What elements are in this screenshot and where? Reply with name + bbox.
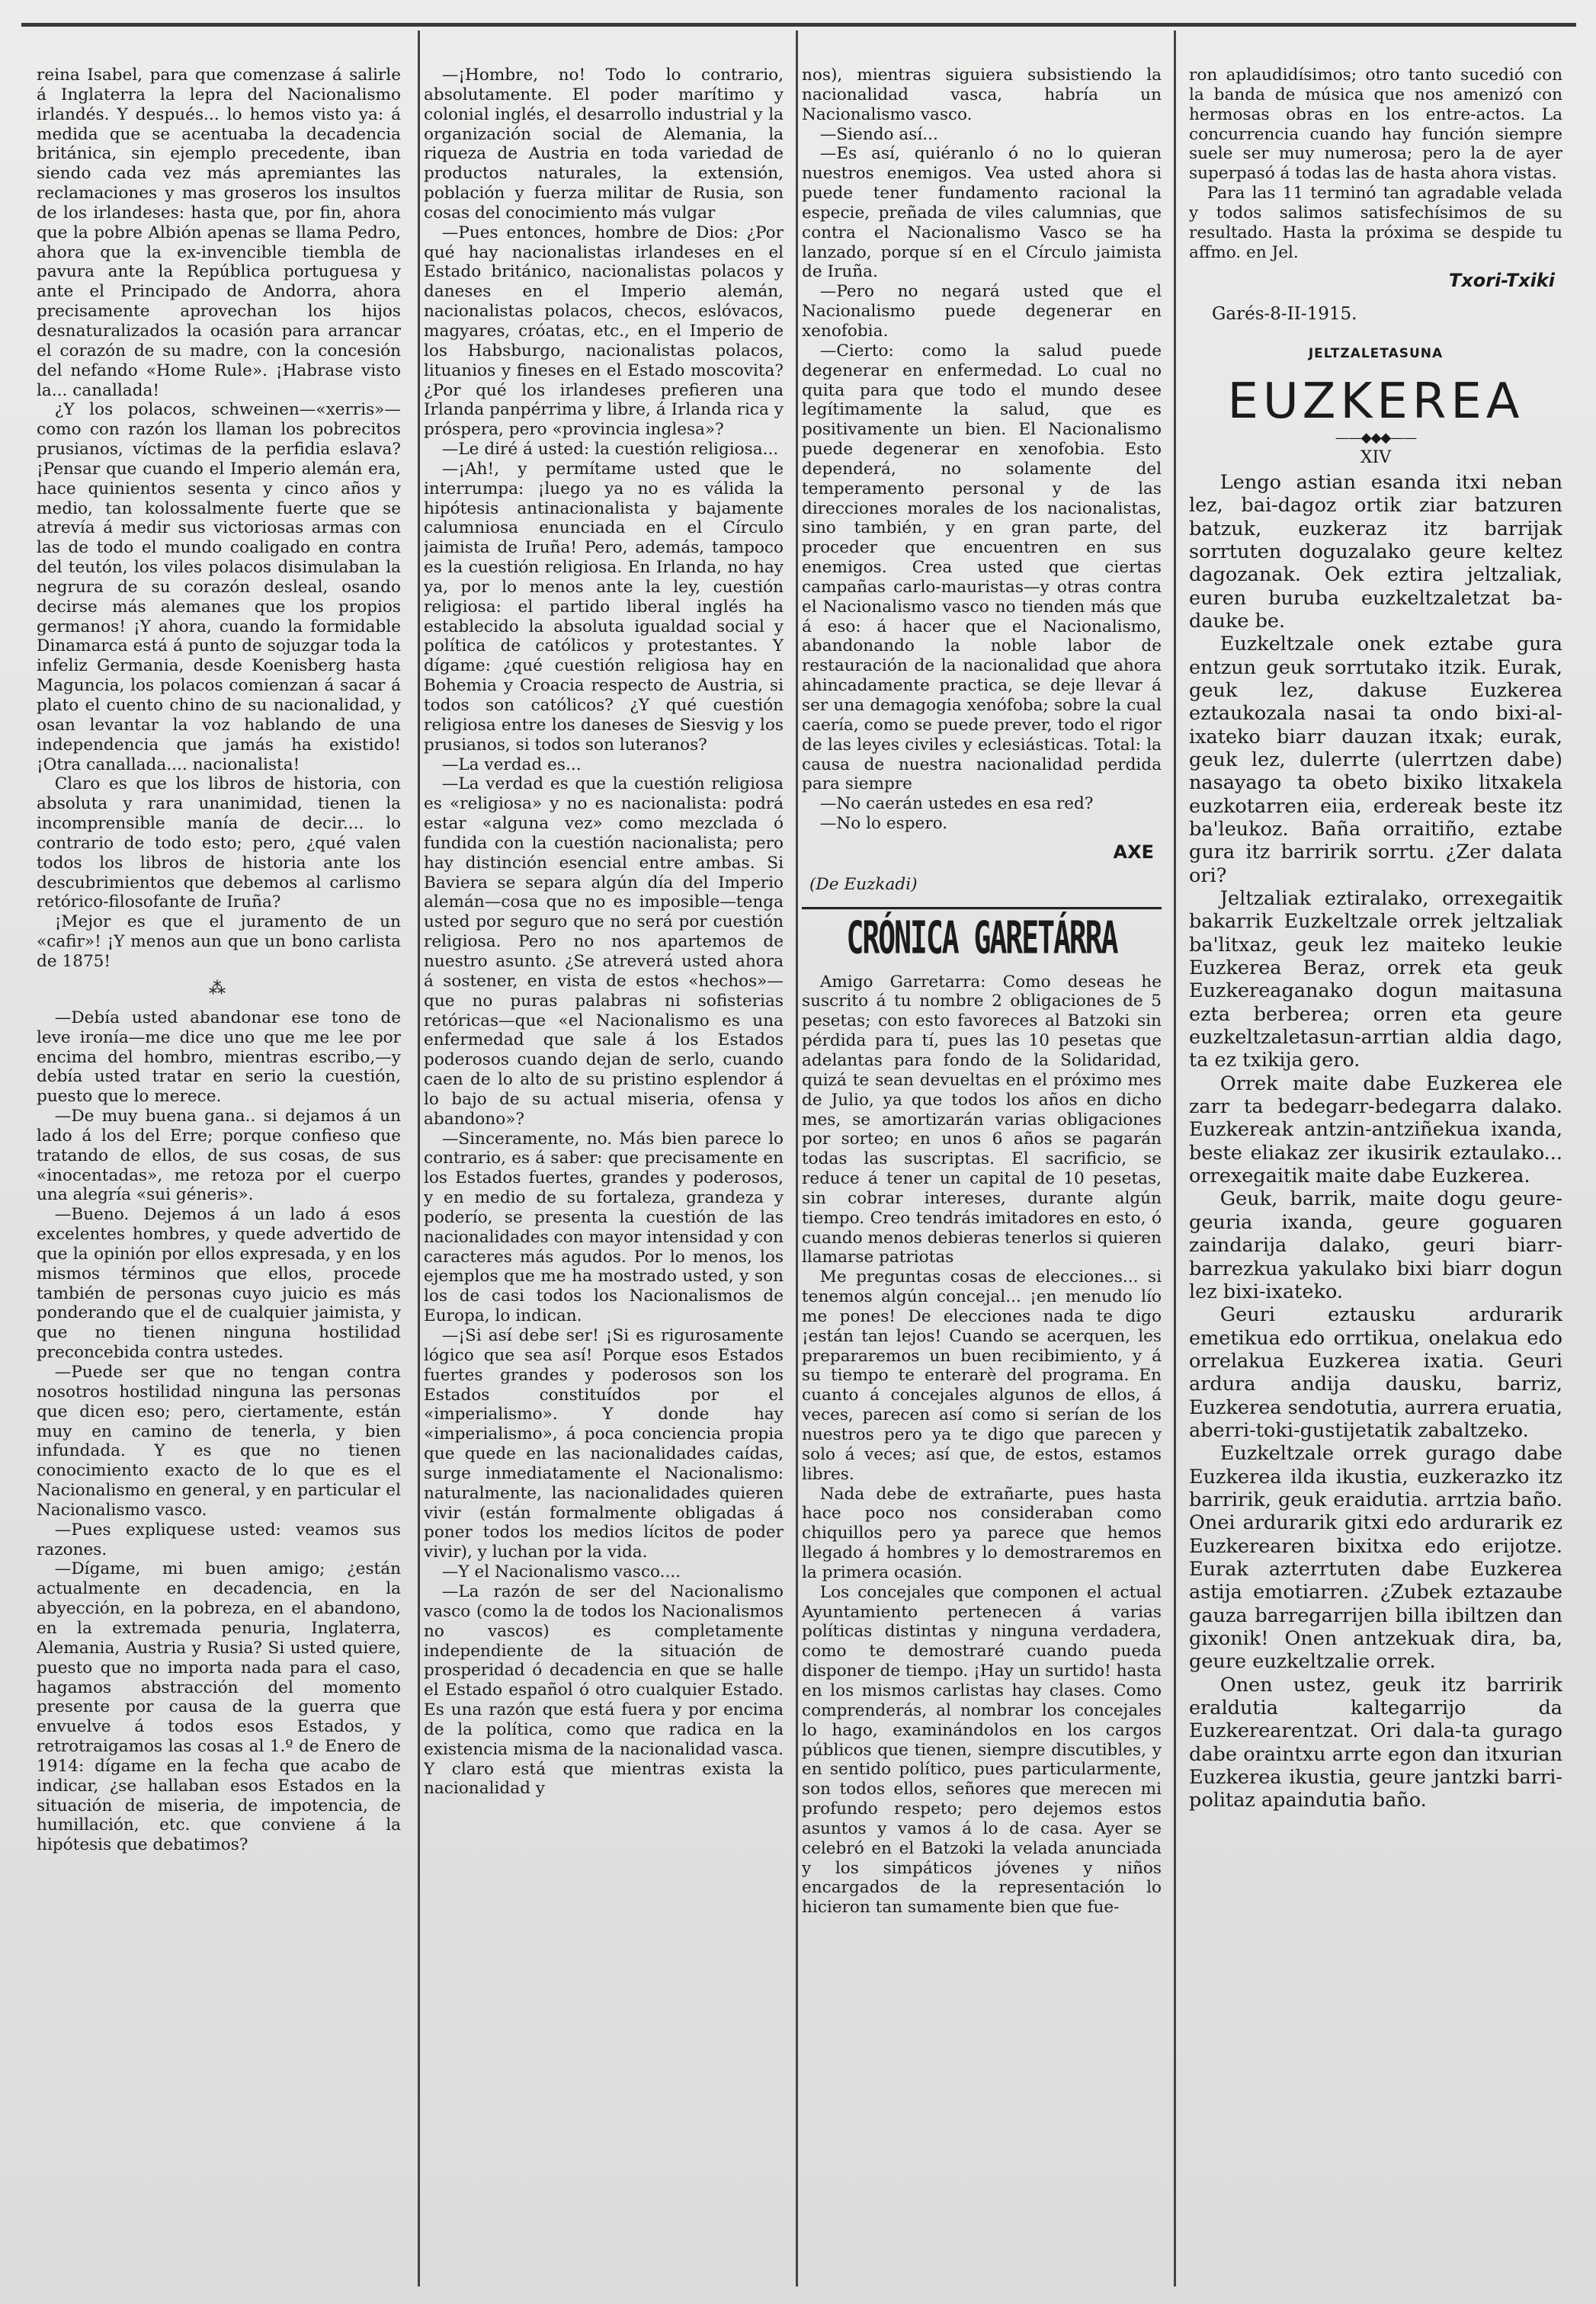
signature-axe: AXE [1113, 841, 1154, 863]
paragraph: —Siendo así... [819, 124, 938, 144]
paragraph: Para las 11 terminó tan agradable velada y todos salimos satisfechísimos de su resultado. Hasta la próxima se despide tu affmo. en Jel. [1189, 184, 1562, 262]
paragraph: —Pero no negará usted que el Nacionalismo puede degenerar en xenofobia. [802, 282, 1162, 341]
divider-ornament: ——◆◆◆—— [1335, 429, 1417, 446]
paragraph: —¡Si así debe ser! ¡Si es rigurosamente lógico que sea así! Porque esos Estados fuertes grandes y poderosos son los Estados constituídos por el «imperialismo». Y donde hay «imperialismo», á poca conciencia propia que quede en las nacionalidades caídas, surge inmediatamente el Nacionalismo: naturalmente, las nacionalidades quieren vivir (están formalmente obligadas á poner todos los medios lícitos de poder vivir), y luchan por la vida. [424, 1326, 784, 1562]
source-note: (De Euzkadi) [809, 874, 918, 894]
paragraph: ¿Y los polacos, schweinen—«xerris»—como con razón los llaman los pobrecitos prusianos, víctimas de la perfidia eslava? ¡Pensar que cuando el Imperio alemán era, hace quinientos sesenta y cinco años y medio, tan kolossalmente fuerte que se atrevía á medir sus victoriosas armas con las de todo el mundo coaligado en contra del teutón, los viles polacos disimulaban la negrura de su corazón desleal, osando decirse más alemanes que los propios germanos! ¡Y ahora, cuando la formidable Dinamarca está á punto de sojuzgar toda la infeliz Germania, desde Koenisberg hasta Maguncia, los polacos comienzan á sacar á plato el cuento chino de su nacionalidad, y osan levantar la voz hablando de una independencia que jamás ha existido! ¡Otra canallada.... nacionalista! [37, 400, 401, 774]
asterism-ornament: ⁂ [209, 979, 229, 998]
paragraph: —¡Ah!, y permítame usted que le interrumpa: ¡luego ya no es válida la hipótesis antinacionalista y bajamente calumniosa enunciada en el Círculo jaimista de Iruña! Pero, además, tampoco es la cuestión religiosa. En Irlanda, no hay ya, por lo menos ante la ley, cuestión religiosa: el partido liberal inglés ha establecido la absoluta igualdad social y política de católicos y protestantes. Y dígame: ¿qué cuestión religiosa hay en Bohemia y Croacia respecto de Austria, si todos son católicos? ¿Y qué cuestión religiosa entre los daneses de Siesvig y los prusianos, si todos son luteranos? [424, 459, 784, 755]
paragraph: Geuk, barrik, maite dogu geure-geuria ixanda, geure goguaren zaindarija dalako, geuri biarr-barrezkua yakulako bixi biarr dogun lez bixi-ixateko. [1189, 1187, 1562, 1303]
paragraph: —Dígame, mi buen amigo; ¿están actualmente en decadencia, en la abyección, en la pobreza, en el abandono, en la extremada penuria, Inglaterra, Alemania, Austria y Rusia? Si usted quiere, puesto que no importa nada para el caso, hagamos abstracción del momento presente por causa de la guerra que envuelve á todos esos Estados, y retrotraigamos las cosas al 1.º de Enero de 1914: dígame en la fecha que acabo de indicar, ¿se hallaban esos Estados en la situación de miseria, de impotencia, de humillación, etc. que conviene á la hipótesis que debatimos? [37, 1559, 401, 1855]
column-2 [424, 66, 784, 2283]
column-3 [802, 66, 1162, 2283]
paragraph: Los concejales que componen el actual Ayuntamiento pertenecen á varias políticas distintas y ninguna verdadera, como te demostraré cuando pueda disponer de tiempo. ¡Hay un surtido! hasta en los mismos carlistas hay clases. Como comprenderás, al nombrar los concejales lo hago, examinándolos en los cargos públicos que tienen, siempre discutibles, y en sentido político, pues particularmente, son todos ellos, señores que merecen mi profundo respeto; pero dejemos estos asuntos y vamos á lo de casa. Ayer se celebró en el Batzoki la velada anunciada y los simpáticos jóvenes y niños encargados de la representación lo hicieron tan sumamente bien que fue- [802, 1582, 1162, 1918]
column-4 [1189, 66, 1562, 2283]
paragraph: —Sinceramente, no. Más bien parece lo contrario, es á saber: que precisamente en los Estados fuertes, grandes y poderosos, y en medio de su fortaleza, grandeza y poderío, se presenta la cuestión de las nacionalidades con mayor intensidad y con caracteres más agudos. Por lo menos, los ejemplos que me ha mostrado usted, y son los de casi todos los Nacionalismos de Europa, lo indican. [424, 1129, 784, 1326]
paragraph: —La verdad es... [441, 755, 582, 774]
paragraph: —¡Hombre, no! Todo lo contrario, absolutamente. El poder marítimo y colonial inglés, el desarrollo industrial y la organización social de Alemania, la riqueza de Austria en toda variedad de productos naturales, la extensión, población y fuerza militar de Rusia, son cosas del conocimiento más vulgar [424, 66, 784, 223]
paragraph: Claro es que los libros de historia, con absoluta y rara unanimidad, tienen la incomprensible manía de decir.... lo contrario de todo esto; pero, ¿qué valen todos los libros de historia ante los descubrimientos que debemos al carlismo retórico-filosofante de Iruña? [37, 774, 401, 912]
paragraph: —Puede ser que no tengan contra nosotros hostilidad ninguna las personas que dicen eso; pero, ciertamente, están muy en camino de tenerla, y bien infundada. Y es que no tienen conocimiento exacto de lo que es el Nacionalismo en general, y en particular el Nacionalismo vasco. [37, 1363, 401, 1520]
cronica-continuation [1189, 66, 1562, 468]
euzkerea-title: EUZKEREA [1227, 373, 1524, 430]
paragraph: —No lo espero. [819, 814, 948, 834]
signature-txori-txiki: Txori-Txiki [1448, 270, 1555, 292]
paragraph: Euzkeltzale orrek gurago dabe Euzkerea ilda ikustia, euzkerazko itz barririk, geuk eraidutia. arrtzia baño. Onei ardurarik gitxi edo ardurarik ez Euzkerearen bixitxa edo erijotze. Eurak azterrtuten dabe Euzkerea astija emotiarren. ¿Zubek eztazaube gauza barregarrijen billa ibiltzen dan gixonik! Onen antzekuak dira, ba, geure euzkeltzalie orrek. [1189, 1442, 1562, 1674]
paragraph: —Pues expliquese usted: veamos sus razones. [37, 1520, 401, 1559]
paragraph: Onen ustez, geuk itz barririk eraldutia kaltegarrijo da Euzkerearentzat. Ori dala-ta gurago dabe oraintxu arrte egon dan itxurian Euzkerea ikustia, geure jantzki barri-politaz apaindutia baño. [1189, 1673, 1562, 1812]
paragraph: ron aplaudidísimos; otro tanto sucedió con la banda de música que nos amenizó con hermosas obras en los entre-actos. La concurrencia cuando hay función siempre suele ser muy numerosa; pero la de ayer superpasó á todas las de hasta ahora vistas. [1189, 66, 1562, 184]
paragraph: reina Isabel, para que comenzase á salirle á Inglaterra la lepra del Nacionalismo irlandés. Y después... lo hemos visto ya: á medida que se acentuaba la decadencia británica, sin ejemplo precedente, iban siendo cada vez más apremiantes las reclamaciones y mas groseros los insultos de los irlandeses: hasta que, por fin, ahora que la pobre Albión apenas se llama Pedro, ahora que la ex-invencible tiembla de pavura ante la República portuguesa y ante el Principado de Andorra, ahora precisamente aprovechan los hijos desnaturalizados la ocasión para arrancar el corazón de su madre, con la concesión del nefando «Home Rule». ¡Habrase visto la... canallada! [37, 66, 401, 400]
top-rule [21, 23, 1576, 27]
column-rule-1 [418, 30, 420, 2286]
paragraph: Amigo Garretarra: Como deseas he suscrito á tu nombre 2 obligaciones de 5 pesetas; con esto favoreces al Batzoki sin pérdida para tí, pues las 10 pesetas que adelantas para fondo de la Solidaridad, quizá te sean devueltas en el próximo mes de Julio, ya que todos los años en dicho mes, se amortizarán varias obligaciones por sorteo; en unos 6 años se pagarán todas las suscriptas. El sacrificio, se reduce á tener un capital de 10 pesetas, sin cobrar intereses, durante algún tiempo. Creo tendrás imitadores en esto, ó cuando menos debieras tenerlos si quieren llamarse patriotas [802, 972, 1162, 1267]
paragraph: Nada debe de extrañarte, pues hasta hace poco nos consideraban como chiquillos pero ya parece que hemos llegado á hombres y lo demostraremos en la primera ocasión. [802, 1484, 1162, 1582]
paragraph: Jeltzaliak eztiralako, orrexegaitik bakarrik Euzkeltzale orrek jeltzaliak ba'litxaz, geuk lez maiteko leukie Euzkerea Beraz, orrek eta geuk Euzkereaganako dogun maitasuna ezta berberea; orren eta geure euzkeltzaletasun-arrtian aldia dago, ta ez txikija gero. [1189, 887, 1562, 1072]
paragraph: —Cierto: como la salud puede degenerar en enfermedad. Lo cual no quita para que todo el mundo desee legítimamente la salud, que es positivamente un bien. El Nacionalismo puede degenerar en xenofobia. Esto dependerá, no solamente del temperamento personal y de las direcciones morales de los nacionalistas, sino también, y en gran parte, del proceder que encuentren en sus enemigos. Crea usted que ciertas campañas carlo-mauristas—y otras contra el Nacionalismo vasco no tienden más que á eso: á hacer que el Nacionalismo, abandonando la noble labor de restauración de la nacionalidad que ahora ahincadamente practica, se deje llevar á ser una demagogia xenófoba; sobre la cual caería, como se puede prever, todo el rigor de las leyes civiles y eclesiásticas. Total: la causa de nuestra nacionalidad perdida para siempre [802, 341, 1162, 794]
paragraph: —De muy buena gana.. si dejamos á un lado á los del Erre; porque confieso que tratando de ellos, de sus cosas, de sus «inocentadas», me retoza por el cuerpo una alegría «sui géneris». [37, 1107, 401, 1205]
column-rule-3 [1174, 30, 1176, 2286]
paragraph: —Es así, quiéranlo ó no lo quieran nuestros enemigos. Vea usted ahora si puede tener fundamento racional la especie, preñada de viles calumnias, que contra el Nacionalismo Vasco se ha lanzado, porque sí en el Círculo jaimista de Iruña. [802, 144, 1162, 282]
paragraph: Orrek maite dabe Euzkerea ele zarr ta bedegarr-bedegarra dalako. Euzkereak antzin-antziñekua ixanda, beste eliakaz zer ikusirik eztaulako... orrexegaitik maite dabe Euzkerea. [1189, 1072, 1562, 1188]
paragraph: —Le diré á usted: la cuestión religiosa... [441, 440, 779, 460]
dateline: Garés-8-II-1915. [1212, 304, 1357, 325]
paragraph: —Pues entonces, hombre de Dios: ¿Por qué hay nacionalistas irlandeses en el Estado británico, nacionalistas polacos y daneses en el Imperio alemán, nacionalistas polacos, checos, eslóvacos, magyares, cróatas, etc., en el Imperio de los Habsburgo, nacionalistas polacos, lituanios y fineses en el Estado moscovita? ¿Por qué los irlandeses prefieren una Irlanda panpérrima y libre, á Irlanda rica y próspera, pero «provincia inglesa»? [424, 223, 784, 440]
paragraph: ¡Mejor es que el juramento de un «cafir»! ¡Y menos aun que un bono carlista de 1875! [37, 912, 401, 971]
column-rule-2 [796, 30, 798, 2286]
cronica-title: CRÓNICA GARETÁRRA [802, 907, 1162, 973]
paragraph: Euzkeltzale onek eztabe gura entzun geuk sorrtutako itzik. Eurak, geuk lez, dakuse Euzkerea eztaukozala nasai ta ondo bixi-al-ixateko biarr dauzan itxak; eurak, geuk lez, dulerrte (ulerrtzen dabe) nasayago ta obeto bixiko litxakela euzkotarren eiia, erdereak beste itz ba'leukoz. Baña orraitiño, eztabe gura itz barririk sorrtu. ¿Zer dalata ori? [1189, 633, 1562, 887]
paragraph: Geuri eztausku ardurarik emetikua edo orrtikua, onelakua edo orrelakua Euzkerea ixatia. Geuri ardura andija dausku, barriz, Euzkerea sendotutia, aurrera eruatia, aberri-toki-gustijetatik zabaltzeko. [1189, 1303, 1562, 1442]
section-number: XIV [1360, 447, 1392, 467]
paragraph: nos), mientras siguiera subsistiendo la nacionalidad vasca, habría un Nacionalismo vasco. [802, 66, 1162, 124]
paragraph: —Debía usted abandonar ese tono de leve ironía—me dice uno que me lee por encima del hombro, mientras escribo,—y debía usted tratar en serio la cuestión, puesto que lo merece. [37, 1008, 401, 1107]
paragraph: Lengo astian esanda itxi neban lez, bai-dagoz ortik ziar batzuren batzuk, euzkeraz itz barrijak sorrtuten doguzalako geure keltez dagozanak. Oek eztira jeltzaliak, euren buruba euzkeltzaletzat ba-dauke be. [1189, 470, 1562, 633]
paragraph: —Y el Nacionalismo vasco.... [441, 1562, 681, 1582]
cronica-masthead-wrap [802, 902, 1162, 973]
paragraph: —No caerán ustedes en esa red? [819, 794, 1094, 814]
paragraph: —La verdad es que la cuestión religiosa es «religiosa» y no es nacionalista: podrá estar «alguna vez» como mezclada ó fundida con la cuestión nacionalista; pero hay distinción esencial entre ambas. Si Baviera se separa algún día del Imperio alemán—cosa que no es imposible—tenga usted por seguro que no será por cuestión religiosa. Pero no nos apartemos de nuestro asunto. ¿Se atreverá usted ahora á sostener, en vista de estos «hechos»—que no puras palabras ni sofisterias retóricas—que «el Nacionalismo es una enfermedad que sale á los Estados poderosos cuando dejan de serlo, cuando caen de lo alto de su pristino esplendor á lo bajo de su actual miseria, ofensa y abandono»? [424, 774, 784, 1129]
paragraph: —La razón de ser del Nacionalismo vasco (como la de todos los Nacionalismos no vascos) es completamente independiente de la situación de prosperidad ó decadencia en que se halle el Estado español ó otro cualquier Estado. Es una razón que está fuera y por encima de la política, como que radica en la existencia misma de la nacionalidad vasca. Y claro está que mientras exista la nacionalidad y [424, 1581, 784, 1799]
section-kicker: JELTZALETASUNA [1308, 346, 1444, 362]
paragraph: Me preguntas cosas de elecciones... si tenemos algún concejal... ¡en menudo lío me pones! De elecciones nada te digo ¡están tan lejos! Cuando se acerquen, les prepararemos un buen recibimiento, y á su tiempo te enterarè del programa. En cuanto á concejales algunos de ellos, á veces, parecen así como si serían de los nuestros pero ya te digo que parecen y solo á veces; así que, de estos, estamos libres. [802, 1267, 1162, 1484]
column-1 [37, 66, 401, 2283]
paragraph: —Bueno. Dejemos á un lado á esos excelentes hombres, y quede advertido de que la opinión por ellos expresada, y en los mismos términos que ellos, procede también de personas cuyo juicio es más ponderando que el de cualquier jaimista, y que no tienen ninguna hostilidad preconcebida contra ustedes. [37, 1205, 401, 1363]
